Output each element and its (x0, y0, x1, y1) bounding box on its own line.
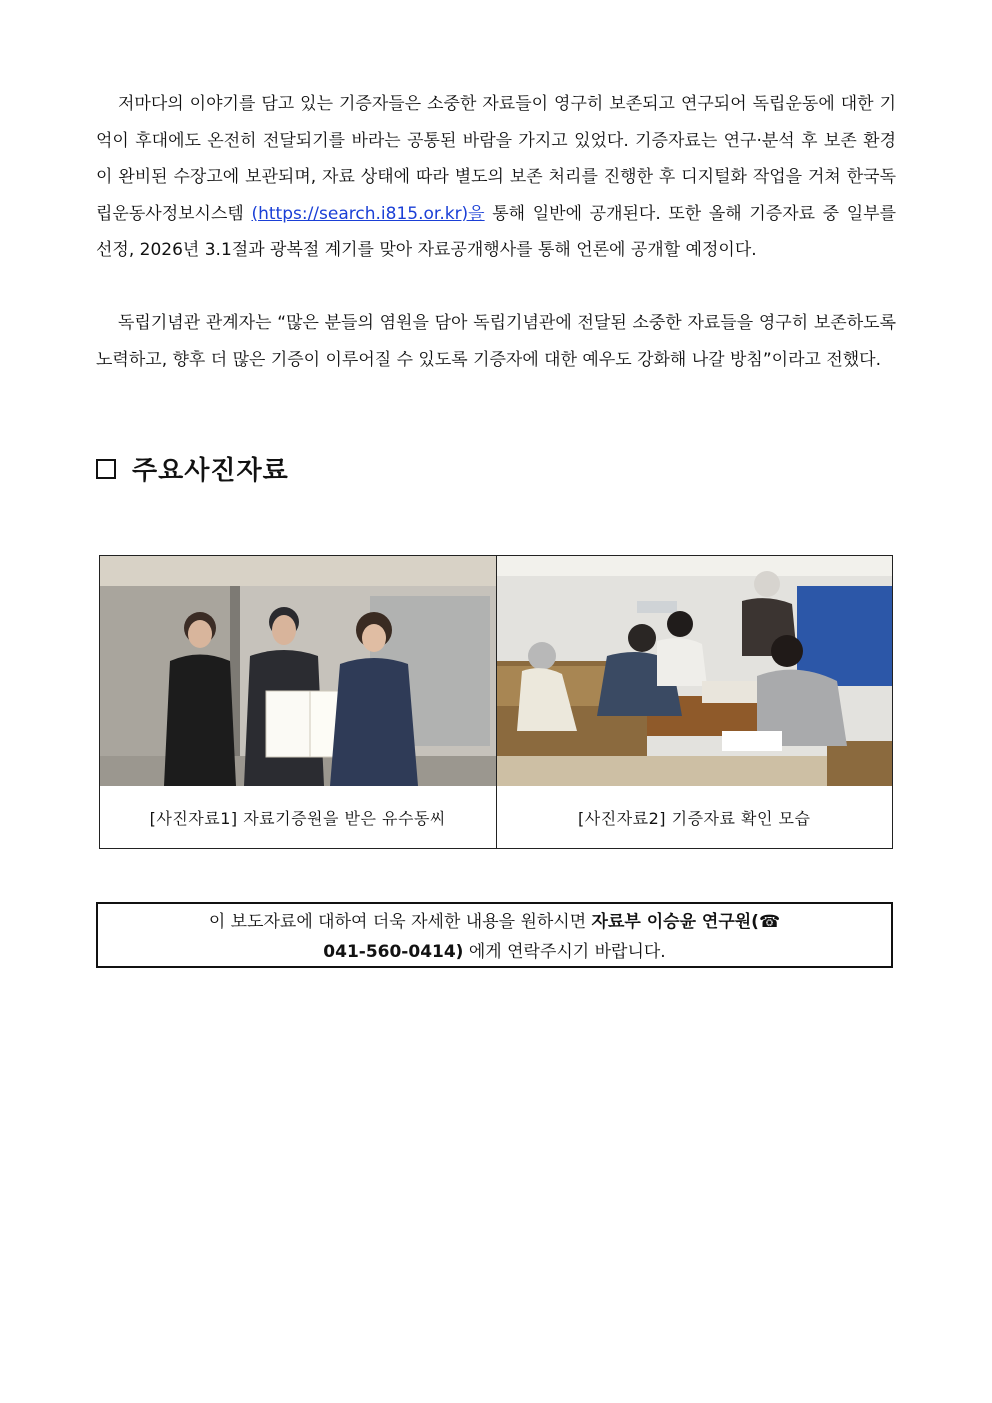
contact-suffix: 에게 연락주시기 바랍니다. (463, 942, 666, 962)
photo-donation-certificate (100, 556, 496, 786)
contact-box (96, 902, 893, 968)
archive-system-link[interactable]: (https://search.i815.or.kr)을 (251, 203, 485, 224)
photo-caption-1: [사진자료1] 자료기증원을 받은 유수동씨 (149, 808, 446, 828)
square-box-icon (96, 459, 116, 479)
contact-phone: 041-560-0414) (323, 942, 464, 962)
section-title-text: 주요사진자료 (132, 456, 289, 486)
paragraph-1-continuation: 통해 일반에 공개된다. 또한 올해 기증자료 중 일부를 선정, 2026년 3.1절과 광복절 계기를 맞아 자료공개행사를 통해 언론에 공개할 예정이다. (96, 203, 897, 260)
photo-caption-2: [사진자료2] 기증자료 확인 모습 (578, 808, 811, 828)
contact-name: 자료부 이승윤 연구원( (591, 912, 759, 932)
photo-cell-2 (496, 556, 893, 849)
body-paragraph-1 (96, 86, 896, 269)
body-paragraph-2: 독립기념관 관계자는 “많은 분들의 염원을 담아 독립기념관에 전달된 소중한 자료들을 영구히 보존하도록 노력하고, 향후 더 많은 기증이 이루어질 수 있도록 기증자에 대한 예우도 강화해 나갈 방침”이라고 전했다. (96, 313, 896, 370)
paragraph-1-text: 저마다의 이야기를 담고 있는 기증자들은 소중한 자료들이 영구히 보존되고 연구되어 독립운동에 대한 기억이 후대에도 온전히 전달되기를 바라는 공통된 바람을 가지고 있었다. 기증자료는 연구·분석 후 보존 환경이 완비된 수장고에 보관되며, 자료 상태에 따라 별도의 보존 처리를 진행한 후 디지털화 작업을 거쳐 한국독립운동사정보시스템 (96, 94, 896, 224)
section-title (96, 450, 289, 487)
contact-prefix: 이 보도자료에 대하여 더욱 자세한 내용을 원하시면 (208, 912, 592, 932)
photo-table (99, 555, 893, 849)
phone-icon: ☎ (758, 912, 781, 932)
photo-reviewing-materials (497, 556, 893, 786)
photo-cell-1 (100, 556, 497, 849)
